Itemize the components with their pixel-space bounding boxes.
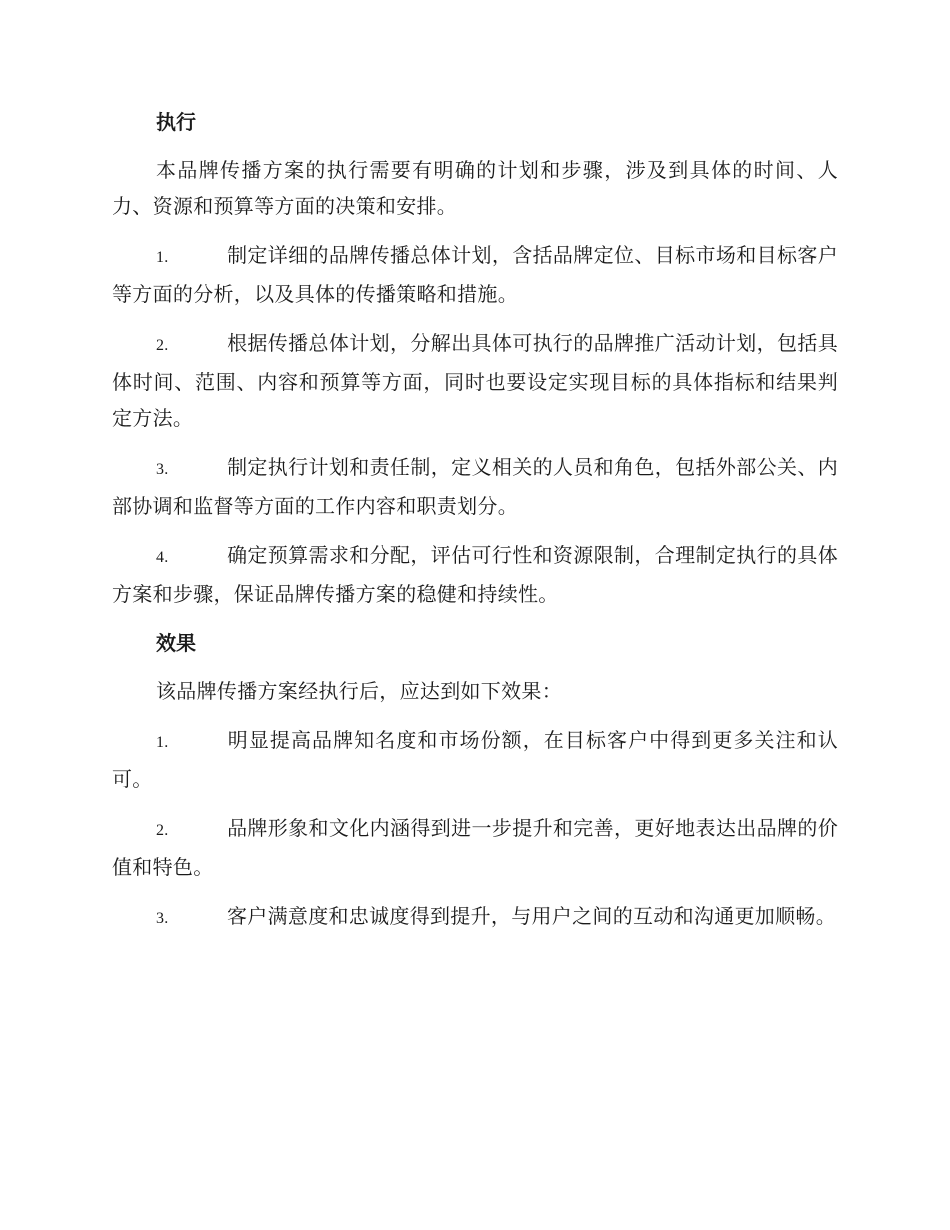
- execution-intro: 本品牌传播方案的执行需要有明确的计划和步骤，涉及到具体的时间、人力、资源和预算等方面的决策和安排。: [112, 158, 838, 218]
- list-item-number: 3.: [156, 461, 169, 478]
- list-item: [112, 898, 838, 937]
- list-item-number: 2.: [156, 822, 169, 839]
- list-item: [112, 722, 838, 797]
- list-item: [112, 237, 838, 312]
- list-item-text: 制定详细的品牌传播总体计划，含括品牌定位、目标市场和目标客户等方面的分析，以及具体的传播策略和措施。: [112, 243, 838, 306]
- list-item: [112, 810, 838, 885]
- list-item-text: 客户满意度和忠诚度得到提升，与用户之间的互动和沟通更加顺畅。: [227, 904, 836, 928]
- section-heading-effect: 效果: [156, 631, 196, 655]
- list-item-number: 3.: [156, 910, 169, 927]
- list-item-text: 品牌形象和文化内涵得到进一步提升和完善，更好地表达出品牌的价值和特色。: [112, 816, 838, 879]
- section-heading-execution: 执行: [156, 110, 196, 134]
- list-item: [112, 449, 838, 524]
- list-item-text: 确定预算需求和分配，评估可行性和资源限制，合理制定执行的具体方案和步骤，保证品牌传播方案的稳健和持续性。: [112, 543, 838, 606]
- list-item: [112, 537, 838, 612]
- list-item: [112, 325, 838, 436]
- document-page: [112, 104, 838, 950]
- list-item-text: 根据传播总体计划，分解出具体可执行的品牌推广活动计划，包括具体时间、范围、内容和预算等方面，同时也要设定实现目标的具体指标和结果判定方法。: [112, 331, 838, 430]
- list-item-number: 1.: [156, 734, 169, 751]
- list-item-text: 明显提高品牌知名度和市场份额，在目标客户中得到更多关注和认可。: [112, 728, 838, 791]
- list-item-number: 4.: [156, 549, 169, 566]
- list-item-number: 1.: [156, 249, 169, 266]
- list-item-number: 2.: [156, 337, 169, 354]
- effect-intro: 该品牌传播方案经执行后，应达到如下效果：: [156, 679, 562, 703]
- list-item-text: 制定执行计划和责任制，定义相关的人员和角色，包括外部公关、内部协调和监督等方面的工作内容和职责划分。: [112, 455, 838, 518]
